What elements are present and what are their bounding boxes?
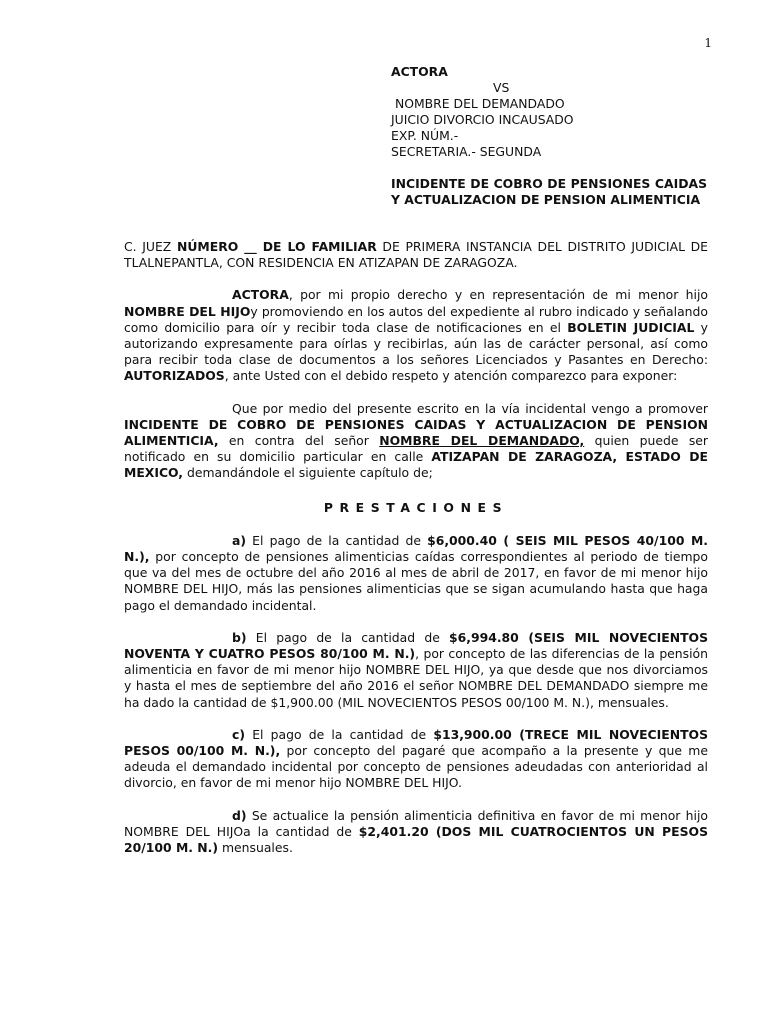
text-span: , por concepto de las diferencias de la pensión alimenticia en favor de mi menor hijo NOMBRE DEL HIJO, ya que desde que nos divorciamos y hasta el mes de septiembre del año 2016 el señor NOMBRE DEL DEMANDADO siempre me ha dado la cantidad de $1,900.00 (MIL NOVECIENTOS PESOS 00/100 M. N.), mensuales. [124,646,708,710]
text-span: quien puede ser notificado en su domicilio particular en calle [124,433,708,465]
page-number: 1 [704,36,712,50]
juez-address [124,239,708,271]
text-span: por concepto del pagaré que acompaño a la presente y que me adeuda el demandado incidental por concepto de pensiones adeudadas con anterioridad al divorcio, en favor de mi menor hijo NOMBRE DEL HIJO. [124,743,708,791]
intro-paragraph [124,287,708,384]
bold-span: ATIZAPAN DE ZARAGOZA, ESTADO DE MEXICO, [124,449,708,481]
prestacion-d [124,808,708,857]
text-span: DE PRIMERA INSTANCIA DEL DISTRITO JUDICIAL DE TLALNEPANTLA, CON RESIDENCIA EN ATIZAPAN DE ZARAGOZA. [124,239,708,271]
text-span: Se actualice la pensión alimenticia definitiva en favor de mi menor hijo NOMBRE DEL HIJOa la cantidad de [124,807,708,839]
bold-span: d) [232,807,247,823]
text-span: El pago de la cantidad de [246,629,450,645]
text-span: demandándole el siguiente capítulo de; [183,465,433,481]
underlined-span: NOMBRE DEL DEMANDADO, [379,433,585,449]
text-span: , por mi propio derecho y en representación de mi menor hijo [288,287,708,303]
header-actora: ACTORA [391,64,448,79]
header-secretaria: SECRETARIA.- SEGUNDA [391,144,542,159]
header-demandado: NOMBRE DEL DEMANDADO [391,96,565,111]
text-span: y autorizando expresamente para oírlas y recibirlas, aún las de carácter personal, así como para recibir toda clase de documentos a los señores Licenciados y Pasantes en Derecho: [124,319,708,368]
text-span: El pago de la cantidad de [245,726,434,742]
bold-span: c) [232,726,246,742]
case-header [391,64,707,208]
bold-span: NOMBRE DEL HIJO [124,303,251,319]
prestacion-b [124,630,708,711]
text-span: en contra del señor [218,433,380,449]
text-span: C. JUEZ [124,239,177,254]
text-span: Que por medio del presente escrito en la vía incidental vengo a promover [232,400,708,416]
bold-span: AUTORIZADOS [124,368,225,384]
bold-span: BOLETIN JUDICIAL [567,319,695,335]
text-span: mensuales. [218,840,293,856]
text-span: , ante Usted con el debido respeto y atención comparezco para exponer: [224,368,678,384]
text-span: y promoviendo en los autos del expediente al rubro indicado y señalando como domicilio para oír y recibir toda clase de notificaciones en el [124,303,708,335]
header-expediente: EXP. NÚM.- [391,128,459,143]
bold-span: b) [232,629,247,645]
header-juicio: JUICIO DIVORCIO INCAUSADO [391,112,574,127]
header-vs: VS [493,80,510,95]
bold-span: ACTORA [232,287,289,303]
document-body [124,239,708,856]
text-span: El pago de la cantidad de [246,532,428,548]
prestacion-a [124,533,708,614]
bold-span: $6,994.80 (SEIS MIL NOVECIENTOS NOVENTA Y CUATRO PESOS 80/100 M. N.) [124,629,708,662]
bold-span: $2,401.20 (DOS MIL CUATROCIENTOS UN PESOS 20/100 M. N.) [124,823,708,856]
bold-span: INCIDENTE DE COBRO DE PENSIONES CAIDAS Y ACTUALIZACION DE PENSION ALIMENTICIA, [124,416,708,449]
text-span: por concepto de pensiones alimenticias caídas correspondientes al periodo de tiempo que va del mes de octubre del año 2016 al mes de abril de 2017, en favor de mi menor hijo NOMBRE DEL HIJO, más las pensiones alimenticias que se sigan acumulando hasta que haga pago el demandado incidental. [124,549,708,613]
promover-paragraph [124,401,708,482]
bold-span: $6,000.40 ( SEIS MIL PESOS 40/100 M. N.), [124,532,708,565]
bold-span: $13,900.00 (TRECE MIL NOVECIENTOS PESOS 00/100 M. N.), [124,726,708,759]
header-incidente-title: INCIDENTE DE COBRO DE PENSIONES CAIDAS Y ACTUALIZACION DE PENSION ALIMENTICIA [391,176,707,207]
bold-span: NÚMERO __ DE LO FAMILIAR [176,239,377,254]
prestaciones-heading: PRESTACIONES [323,499,509,515]
prestacion-c [124,727,708,792]
bold-span: a) [232,532,247,548]
